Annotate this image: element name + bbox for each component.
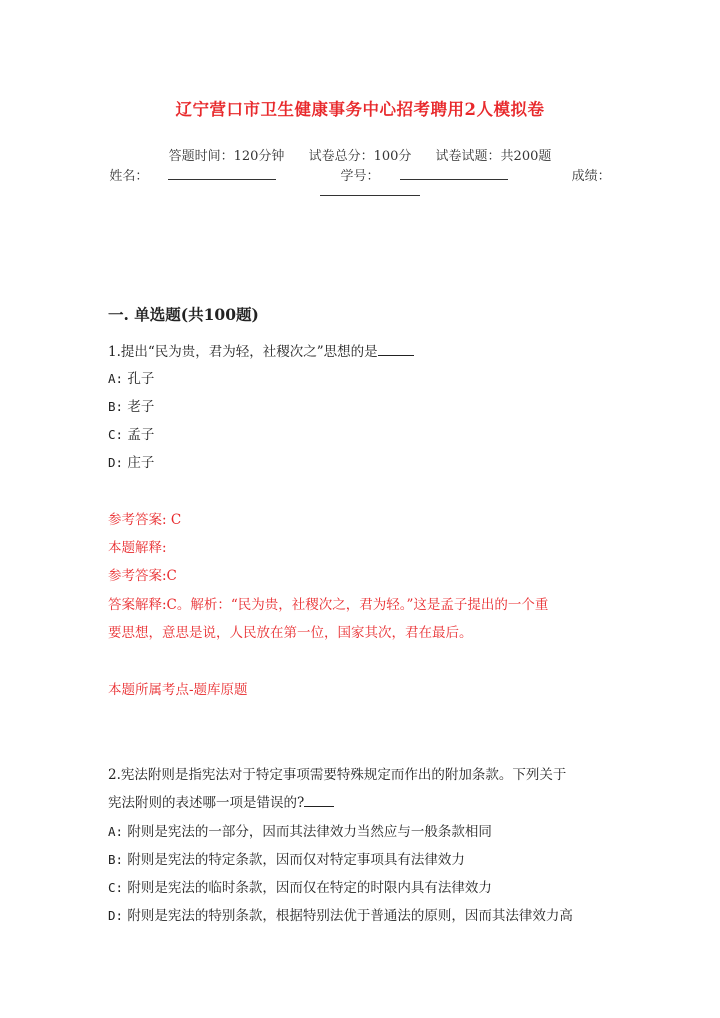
q2-option-a [108,820,492,840]
q2-option-c [108,876,492,896]
q1-topic: 本题所属考点-题库原题 [108,682,248,698]
option-letter: C: [108,427,124,442]
id-label: 学号： [340,169,380,184]
grade-blank [320,185,420,196]
q2-option-b [108,848,465,868]
q1-answer: 参考答案: C [108,512,182,528]
q1-option-c [108,423,154,443]
q2-stem-text: 宪法附则的表述哪一项是错误的? [108,795,305,811]
q1-option-d [108,451,154,471]
q1-stem [108,340,414,360]
option-letter: A: [108,824,124,839]
q1-option-a [108,367,154,387]
q2-answer-blank [304,794,334,807]
option-text: 附则是宪法的特定条款，因而仅对特定事项具有法律效力 [127,852,465,868]
option-text: 老子 [127,399,155,415]
exam-title: 辽宁营口市卫生健康事务中心招考聘用2人模拟卷 [175,100,545,119]
id-field [330,169,517,184]
grade-label: 成绩： [571,169,611,184]
q1-stem-text: 1.提出“民为贵，君为轻，社稷次之”思想的是 [108,344,378,360]
section-title: 一. 单选题(共100题) [108,305,259,324]
option-letter: A: [108,371,124,386]
q2-stem-line-1: 2.宪法附则是指宪法对于特定事项需要特殊规定而作出的附加条款。下列关于 [108,767,567,783]
q1-answer-2: 参考答案:C [108,568,177,584]
option-text: 孟子 [127,427,155,443]
q1-explain-label: 本题解释: [108,540,167,556]
exam-meta [0,145,720,164]
exam-fields [0,165,720,184]
option-text: 附则是宪法的特别条款，根据特别法优于普通法的原则，因而其法律效力高 [127,908,573,924]
exam-total-score: 试卷总分：100分 [308,149,412,164]
q1-explanation-line-1: 答案解释:C。解析：“民为贵，社稷次之，君为轻。”这是孟子提出的一个重 [108,597,549,613]
q1-explanation-line-2: 要思想，意思是说，人民放在第一位，国家其次，君在最后。 [108,625,473,641]
name-field [99,169,286,184]
option-letter: D: [108,908,124,923]
option-text: 附则是宪法的一部分，因而其法律效力当然应与一般条款相同 [127,824,492,840]
name-label: 姓名： [109,169,149,184]
q2-option-d [108,904,573,924]
option-letter: D: [108,455,124,470]
grade-field [562,169,621,184]
option-letter: B: [108,399,124,414]
option-letter: C: [108,880,124,895]
option-letter: B: [108,852,124,867]
option-text: 庄子 [127,455,155,471]
option-text: 孔子 [127,371,155,387]
id-blank [400,167,508,180]
q1-answer-blank [378,343,414,356]
exam-question-count: 试卷试题：共200题 [435,149,552,164]
name-blank [168,167,276,180]
q2-stem-line-2 [108,791,334,811]
q1-option-b [108,395,154,415]
exam-time: 答题时间：120分钟 [168,149,285,164]
option-text: 附则是宪法的临时条款，因而仅在特定的时限内具有法律效力 [127,880,492,896]
